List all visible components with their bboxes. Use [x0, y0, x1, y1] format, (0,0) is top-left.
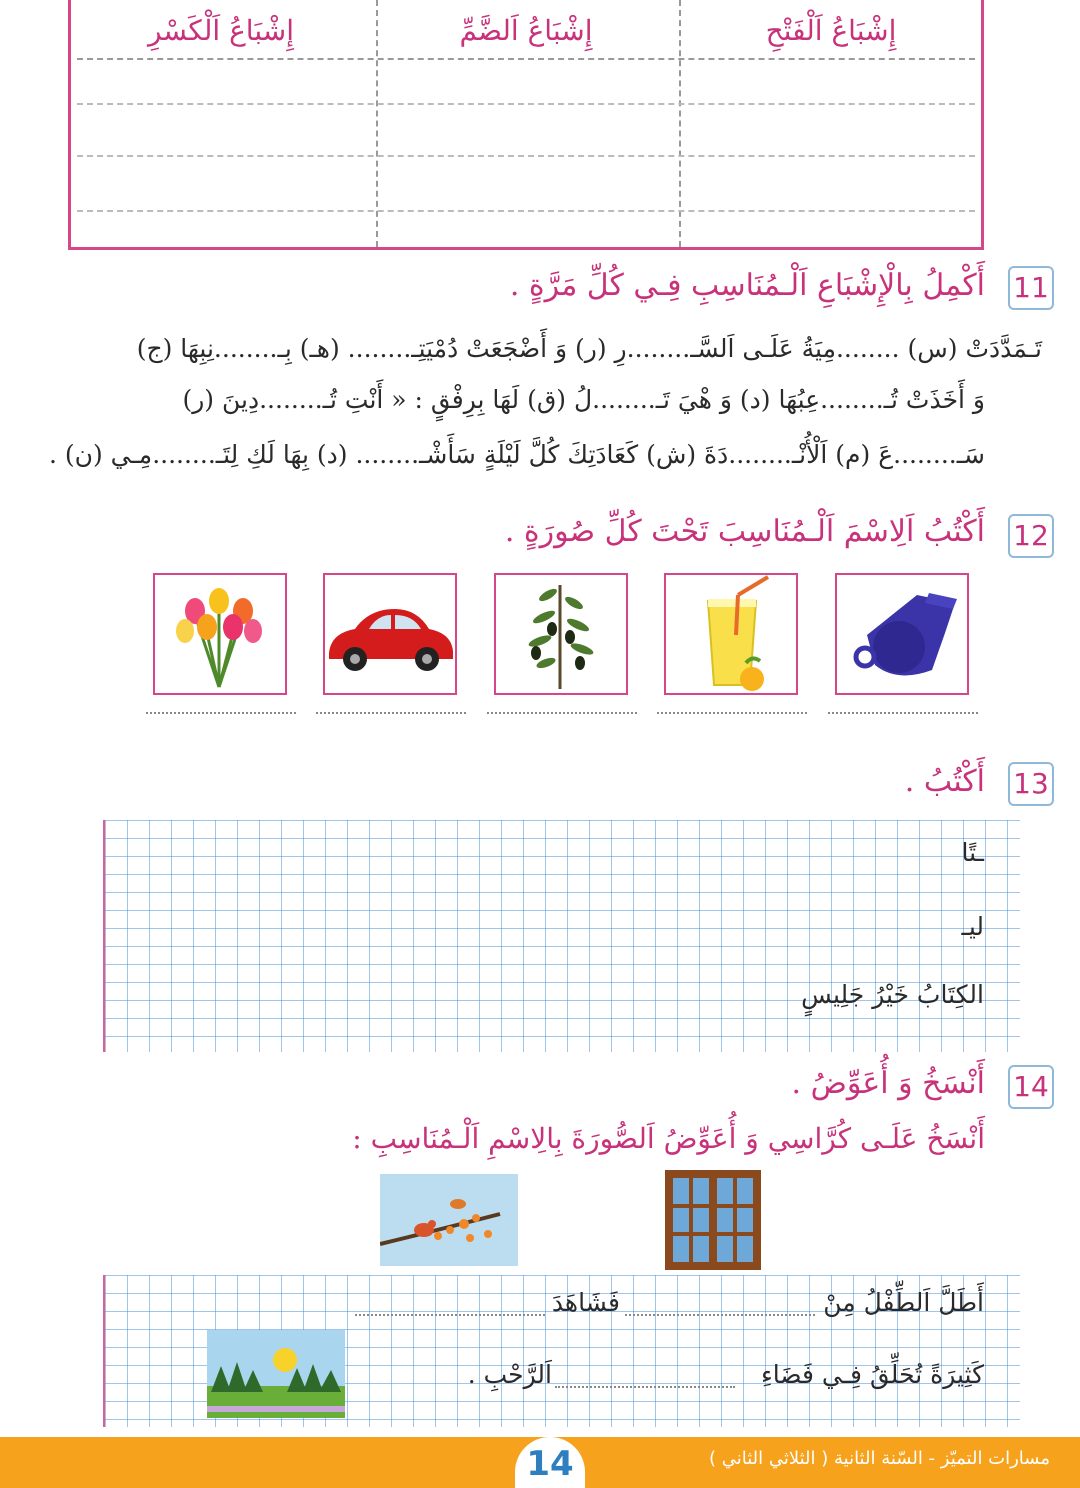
write-line[interactable]: [77, 210, 975, 212]
exercise-line-2: وَ أَخَذَتْ تُـ........عِبُهَا (د) وَ هْيَ تَـ........لُ (ق) لَهَا بِرِفْقٍ : « أَنْتِ تُـ........دِينَ (ر): [182, 385, 985, 414]
writing-model-2: ليـ: [961, 912, 984, 941]
exercise-line-1: تَـمَدَّدَتْ (س) ........مِيَةُ عَلَـى اَلسَّـ........رِ (ر) وَ أَضْجَعَتْ دُمْيَتِـ........ (هـ) بِـ........نِبِهَا (ج): [136, 334, 1042, 363]
car-picture: [323, 573, 457, 695]
writing-model-1: ـتًا: [961, 838, 984, 867]
header-fath: إِشْبَاعُ اَلْفَتْحِ: [765, 14, 897, 47]
isbaa-table: [68, 0, 984, 250]
header-damm: إِشْبَاعُ اَلضَّمِّ: [459, 14, 593, 47]
header-divider: [77, 58, 975, 60]
sentence-1-mid: فَشَاهَدَ: [551, 1288, 620, 1317]
blank-3[interactable]: [555, 1386, 735, 1388]
birds-picture: [380, 1174, 518, 1266]
section-number: 11: [1008, 266, 1054, 310]
section-title: أَكْمِلُ بِالْإِشْبَاعِ اَلْـمُنَاسِبِ فِـي كُلِّ مَرَّةٍ .: [509, 268, 985, 303]
section-title: أَكْتُبُ .: [904, 764, 985, 799]
writing-grid[interactable]: [103, 820, 1020, 1052]
landscape-icon: [207, 1330, 345, 1418]
writing-model-3: الكِتَابُ خَيْرُ جَلِيسٍ: [801, 980, 984, 1009]
olive-branch-icon: [496, 575, 626, 693]
section-title: أَنْسَخُ وَ أُعَوِّضُ .: [791, 1066, 985, 1101]
bird-on-branch-icon: [380, 1174, 518, 1266]
landscape-picture: [207, 1330, 345, 1418]
answer-line[interactable]: [146, 712, 296, 714]
blank-2[interactable]: [355, 1314, 545, 1316]
section-number: 13: [1008, 762, 1054, 806]
window-icon: [665, 1170, 761, 1270]
answer-line[interactable]: [316, 712, 466, 714]
page-number: 14: [515, 1437, 585, 1488]
section-title: أَكْتُبُ اَلِاسْمَ اَلْـمُنَاسِبَ تَحْتَ كُلِّ صُورَةٍ .: [504, 514, 985, 549]
tulips-icon: [155, 575, 285, 693]
whistle-picture: [835, 573, 969, 695]
header-kasr: إِشْبَاعُ اَلْكَسْرِ: [147, 14, 295, 47]
exercise-line-3: سَـ........عَ (م) اَلْأُنْـ........دَةَ (ش) كَعَادَتِكَ كُلَّ لَيْلَةٍ سَأَشْـ........ (د) بِهَا لَكِ لِتَـ........مِـي (ن) .: [48, 440, 985, 469]
footer-text: مسارات التميّز - السّنة الثانية ( الثلاثي الثاني ): [708, 1448, 1050, 1469]
section-subtitle: أَنْسَخُ عَلَـى كُرَّاسِي وَ أُعَوِّضُ اَلصُّورَةَ بِالِاسْمِ اَلْـمُنَاسِبِ :: [352, 1122, 985, 1155]
write-line[interactable]: [77, 155, 975, 157]
answer-line[interactable]: [657, 712, 807, 714]
juice-icon: [666, 575, 796, 693]
answer-line[interactable]: [487, 712, 637, 714]
whistle-icon: [837, 575, 967, 693]
juice-picture: [664, 573, 798, 695]
flowers-picture: [153, 573, 287, 695]
blank-1[interactable]: [625, 1314, 815, 1316]
write-line[interactable]: [77, 103, 975, 105]
window-picture: [665, 1170, 761, 1270]
olive-picture: [494, 573, 628, 695]
answer-line[interactable]: [828, 712, 978, 714]
sentence-2-end: اَلرَّحْبِ .: [467, 1360, 552, 1389]
section-number: 14: [1008, 1065, 1054, 1109]
section-number: 12: [1008, 514, 1054, 558]
sentence-1-start: أَطَلَّ اَلطِّفْلُ مِنْ: [823, 1288, 984, 1317]
sentence-2-start: كَثِيرَةً تُحَلِّقُ فِـي فَضَاءِ: [760, 1360, 984, 1389]
car-icon: [325, 575, 455, 693]
